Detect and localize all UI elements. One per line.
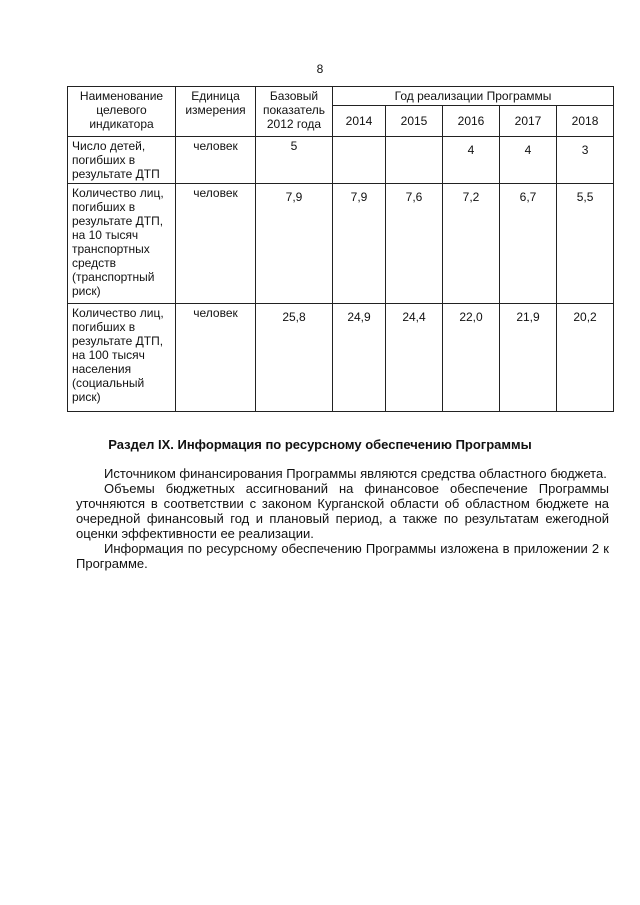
paragraph: Информация по ресурсному обеспечению Программы изложена в приложении 2 к Программе.	[76, 541, 609, 571]
header-base: Базовый показатель 2012 года	[256, 87, 333, 137]
table-row	[68, 137, 614, 184]
section-body	[76, 466, 609, 571]
header-year: 2017	[500, 106, 557, 137]
row-value: 21,9	[500, 304, 557, 412]
row-base: 5	[256, 137, 333, 184]
row-name: Количество лиц, погибших в результате ДТП, на 10 тысяч транспортных средств (транспортный риск)	[68, 184, 176, 304]
row-unit: человек	[176, 137, 256, 184]
row-value: 6,7	[500, 184, 557, 304]
row-value: 20,2	[557, 304, 614, 412]
row-value: 7,2	[443, 184, 500, 304]
row-name: Число детей, погибших в результате ДТП	[68, 137, 176, 184]
header-year: 2015	[386, 106, 443, 137]
row-unit: человек	[176, 184, 256, 304]
row-value: 22,0	[443, 304, 500, 412]
paragraph: Объемы бюджетных ассигнований на финансовое обеспечение Программы уточняются в соответствии с законом Курганской области об областном бюджете на очередной финансовый год и плановый период, а также по результатам ежегодной оценки эффективности ее реализации.	[76, 481, 609, 541]
row-value: 5,5	[557, 184, 614, 304]
row-base: 25,8	[256, 304, 333, 412]
header-years-group: Год реализации Программы	[333, 87, 614, 106]
table-header-row	[68, 87, 614, 106]
header-year: 2014	[333, 106, 386, 137]
row-value: 7,6	[386, 184, 443, 304]
indicators-table	[67, 86, 614, 412]
header-year: 2018	[557, 106, 614, 137]
row-value: 4	[443, 137, 500, 184]
page-number: 8	[316, 62, 324, 76]
row-base: 7,9	[256, 184, 333, 304]
paragraph: Источником финансирования Программы являются средства областного бюджета.	[104, 466, 607, 481]
row-unit: человек	[176, 304, 256, 412]
row-value: 4	[500, 137, 557, 184]
table-row	[68, 184, 614, 304]
row-value	[333, 137, 386, 184]
section-title: Раздел IX. Информация по ресурсному обеспечению Программы	[108, 437, 532, 452]
row-name: Количество лиц, погибших в результате ДТП, на 100 тысяч населения (социальный риск)	[68, 304, 176, 412]
row-value	[386, 137, 443, 184]
header-year: 2016	[443, 106, 500, 137]
header-unit: Единица измерения	[176, 87, 256, 137]
row-value: 24,9	[333, 304, 386, 412]
header-name: Наименование целевого индикатора	[68, 87, 176, 137]
row-value: 24,4	[386, 304, 443, 412]
table-row	[68, 304, 614, 412]
row-value: 7,9	[333, 184, 386, 304]
row-value: 3	[557, 137, 614, 184]
